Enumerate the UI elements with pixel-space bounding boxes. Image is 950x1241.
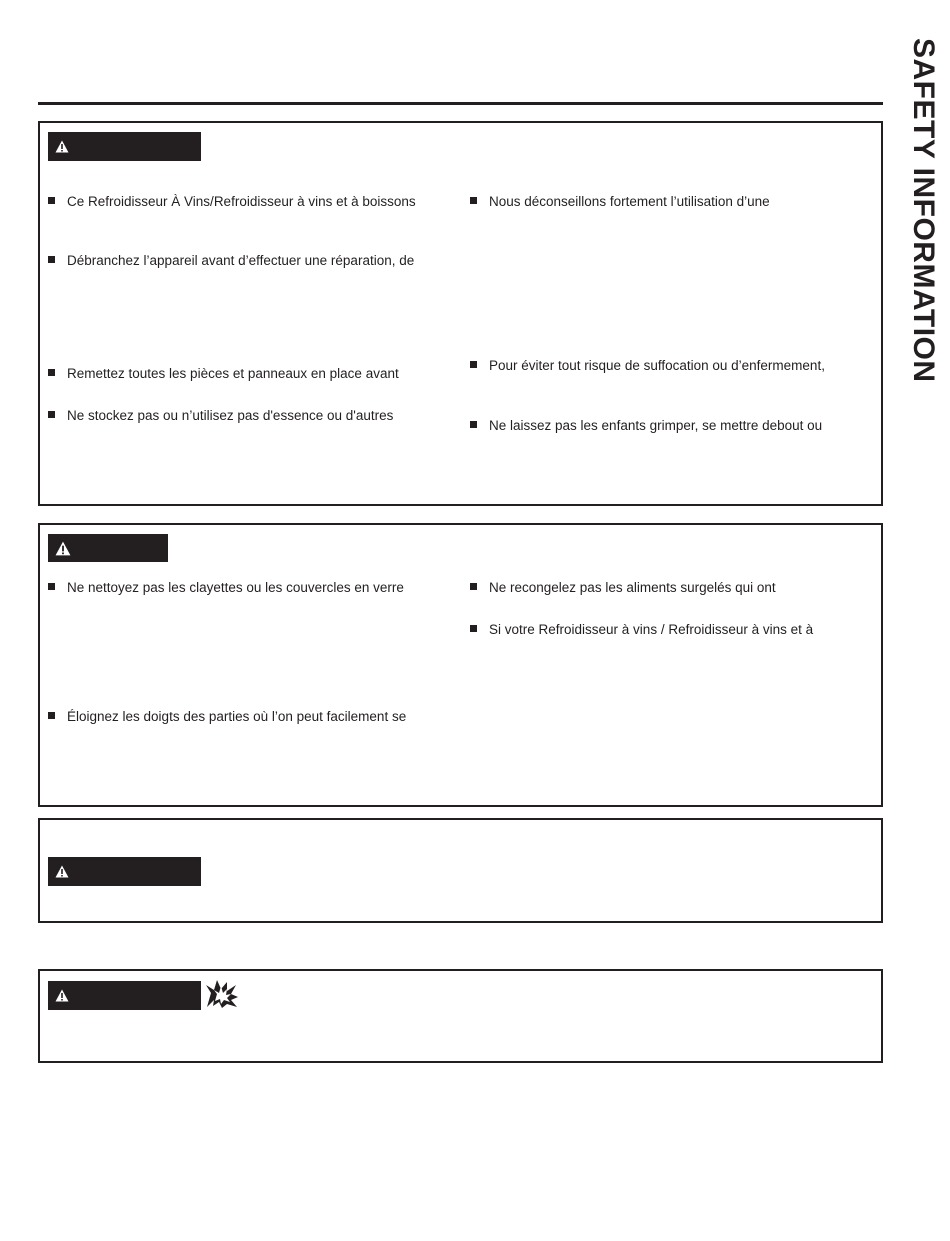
- list-item: Ce Refroidisseur À Vins/Refroidisseur à vins et à boissons: [48, 194, 416, 210]
- warning-label-1: [48, 132, 201, 161]
- square-bullet: [48, 256, 55, 263]
- square-bullet: [470, 197, 477, 204]
- warning-box-1: [38, 121, 883, 506]
- list-item: Nous déconseillons fortement l’utilisation d’une: [470, 194, 770, 210]
- square-bullet: [470, 421, 477, 428]
- warning-box-2: [38, 523, 883, 807]
- square-bullet: [48, 712, 55, 719]
- square-bullet: [470, 361, 477, 368]
- explosion-icon: [205, 979, 239, 1009]
- list-item: Ne nettoyez pas les clayettes ou les couvercles en verre: [48, 580, 404, 596]
- list-item: Éloignez les doigts des parties où l’on peut facilement se: [48, 709, 406, 725]
- square-bullet: [48, 197, 55, 204]
- list-item: Débranchez l’appareil avant d’effectuer une réparation, de: [48, 253, 414, 269]
- list-item: Remettez toutes les pièces et panneaux en place avant: [48, 366, 399, 382]
- warning-triangle-icon: [55, 541, 71, 556]
- warning-triangle-icon: [55, 865, 69, 878]
- list-item: Si votre Refroidisseur à vins / Refroidisseur à vins et à: [470, 622, 813, 638]
- square-bullet: [48, 411, 55, 418]
- square-bullet: [48, 583, 55, 590]
- list-item: Pour éviter tout risque de suffocation ou d’enfermement,: [470, 358, 825, 374]
- warning-label-4: [48, 981, 201, 1010]
- square-bullet: [470, 583, 477, 590]
- square-bullet: [48, 369, 55, 376]
- caution-label-2: [48, 534, 168, 562]
- list-item: Ne recongelez pas les aliments surgelés qui ont: [470, 580, 776, 596]
- warning-label-3: [48, 857, 201, 886]
- square-bullet: [470, 625, 477, 632]
- warning-triangle-icon: [55, 140, 69, 153]
- header-rule: [38, 102, 883, 105]
- list-item: Ne stockez pas ou n’utilisez pas d'essence ou d'autres: [48, 408, 393, 424]
- warning-triangle-icon: [55, 989, 69, 1002]
- list-item: Ne laissez pas les enfants grimper, se mettre debout ou: [470, 418, 822, 434]
- side-section-title: SAFETY INFORMATION: [907, 38, 940, 383]
